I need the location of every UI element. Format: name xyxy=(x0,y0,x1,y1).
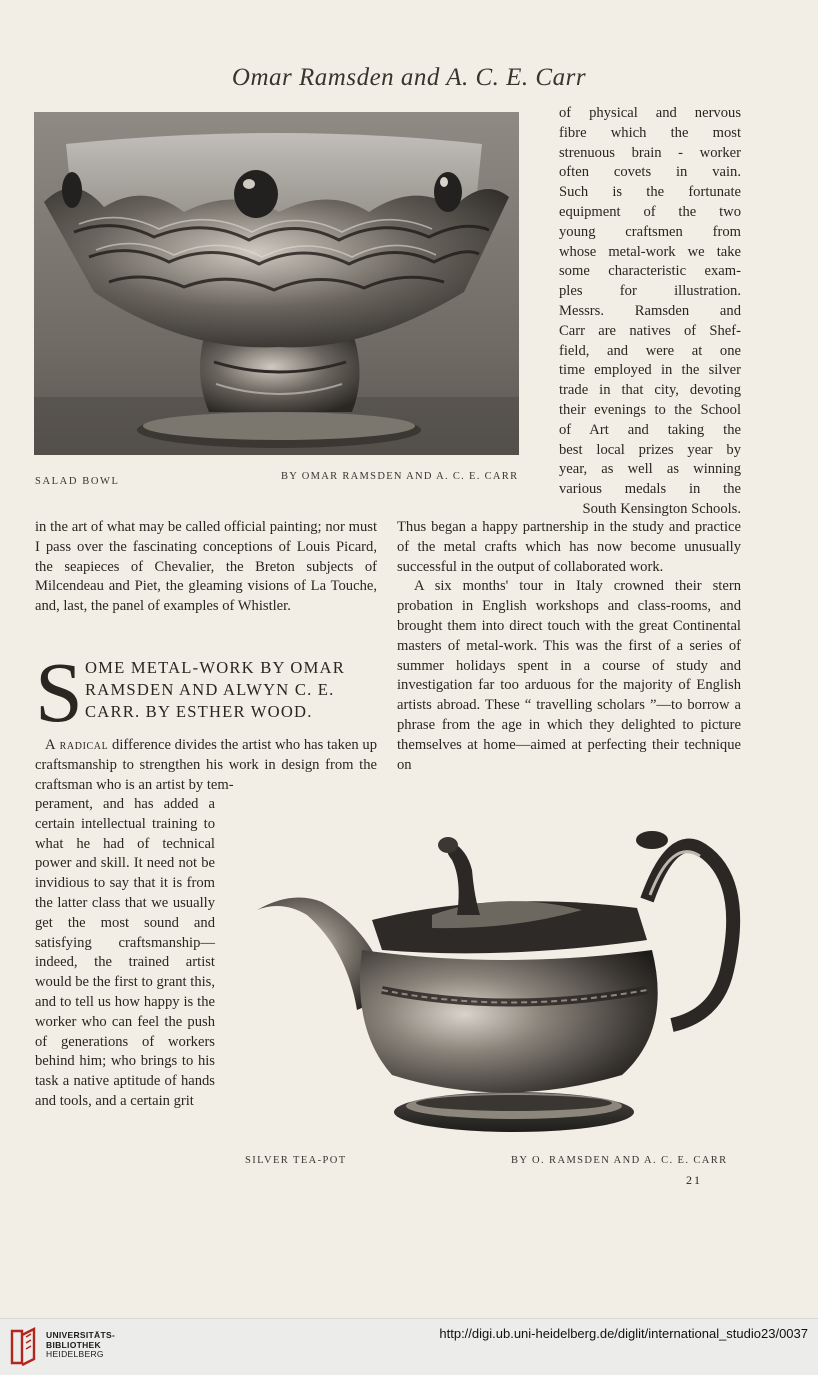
dropcap-letter: S xyxy=(35,644,83,740)
narrow-column-line: field, and were at one xyxy=(559,342,741,359)
article-heading xyxy=(35,644,380,740)
right-paragraph-1: Thus began a happy partnership in the study and practice of the metal crafts which has now become unusually successful in the output of collaborated work. xyxy=(397,519,741,575)
narrow-column-line: strenuous brain - worker xyxy=(559,144,741,161)
library-footer xyxy=(0,1318,818,1375)
opening-text-wide: difference divides the artist who has taken up craftsmanship to strengthen his work in design from the craftsman who is an artist by tem- xyxy=(35,737,377,793)
narrow-column-line: of Art and taking the xyxy=(559,421,741,438)
salad-bowl-caption-left: SALAD BOWL xyxy=(35,476,120,487)
salad-bowl-photo xyxy=(34,112,519,455)
narrow-column-line: various medals in the xyxy=(559,481,741,498)
narrow-column-line: Carr are natives of Shef- xyxy=(559,322,741,339)
page-number: 21 xyxy=(686,1173,702,1187)
left-column-top xyxy=(35,518,377,617)
salad-bowl-caption-right: BY OMAR RAMSDEN AND A. C. E. CARR xyxy=(281,471,519,482)
narrow-column-line: South Kensington Schools. xyxy=(582,500,741,517)
running-head: Omar Ramsden and A. C. E. Carr xyxy=(231,64,587,91)
source-url-link[interactable]: http://digi.ub.uni-heidelberg.de/diglit/international_studio23/0037 xyxy=(439,1326,808,1341)
right-paragraph-2: A six months' tour in Italy crowned their stern probation in English workshops and class-rooms, and brought them into direct touch with the great Continental masters of metal-work. This was the first of a series of summer holidays spent in a course of study and investigation far too arduous for the majority of English artists abroad. These “ travelling scholars ”—to borrow a phrase from the age in which they delighted to picture themselves at home—aimed at perfecting their technique on xyxy=(397,578,741,773)
narrow-column-line: young craftsmen from xyxy=(559,223,741,240)
narrow-column-line: some characteristic exam- xyxy=(559,263,741,280)
teapot-caption-right: BY O. RAMSDEN AND A. C. E. CARR xyxy=(511,1155,728,1166)
teapot-caption-left: SILVER TEA-POT xyxy=(245,1155,347,1166)
right-column xyxy=(397,518,741,775)
silver-teapot-photo xyxy=(252,820,742,1145)
library-name: UNIVERSITÄTS- BIBLIOTHEK HEIDELBERG xyxy=(46,1330,116,1359)
library-logo-icon xyxy=(8,1327,40,1367)
narrow-column-line: fibre which the most xyxy=(559,124,741,141)
narrow-column-line: Messrs. Ramsden and xyxy=(559,302,741,319)
right-narrow-column xyxy=(559,104,741,520)
narrow-column-line: equipment of the two xyxy=(559,203,741,220)
narrow-column-line: year, as well as winning xyxy=(559,461,741,478)
narrow-column-line: ples for illustration. xyxy=(559,283,741,300)
article-opening-wide xyxy=(35,736,377,795)
narrow-column-line: trade in that city, devoting xyxy=(559,382,741,399)
lead-smallcaps: A radical xyxy=(45,737,109,753)
narrow-column-line: best local prizes year by xyxy=(559,441,741,458)
narrow-column-line: time employed in the silver xyxy=(559,362,741,379)
right-narrow-text xyxy=(559,104,741,520)
narrow-column-line: their evenings to the School xyxy=(559,401,741,418)
article-title: OME METAL-WORK BY OMAR RAMSDEN AND ALWYN C. E. CARR. BY ESTHER WOOD. xyxy=(85,658,345,721)
article-opening-narrow xyxy=(35,795,215,1112)
opening-text-narrow: perament, and has added a certain intellectual training to what he had of technical power and skill. It need not be invidious to say that it is from the latter class that we usually get the most sound and satisfying craftsmanship—indeed, the trained artist would be the first to grant this, and to tell us how happy is the worker who can feel the push of generations of workers behind him; who brings to his task a native aptitude of hands and tools, and a certain grit xyxy=(35,796,215,1109)
left-top-paragraph: in the art of what may be called official painting; nor must I pass over the fascinating conceptions of Louis Picard, the seapieces of Chevalier, the Breton subjects of Milcendeau and Piet, the gleaming visions of La Touche, and, last, the panel of examples of Whistler. xyxy=(35,519,377,615)
narrow-column-line: whose metal-work we take xyxy=(559,243,741,260)
narrow-column-line: often covets in vain. xyxy=(559,164,741,181)
narrow-column-line: Such is the fortunate xyxy=(559,184,741,201)
narrow-column-line: of physical and nervous xyxy=(559,105,741,121)
